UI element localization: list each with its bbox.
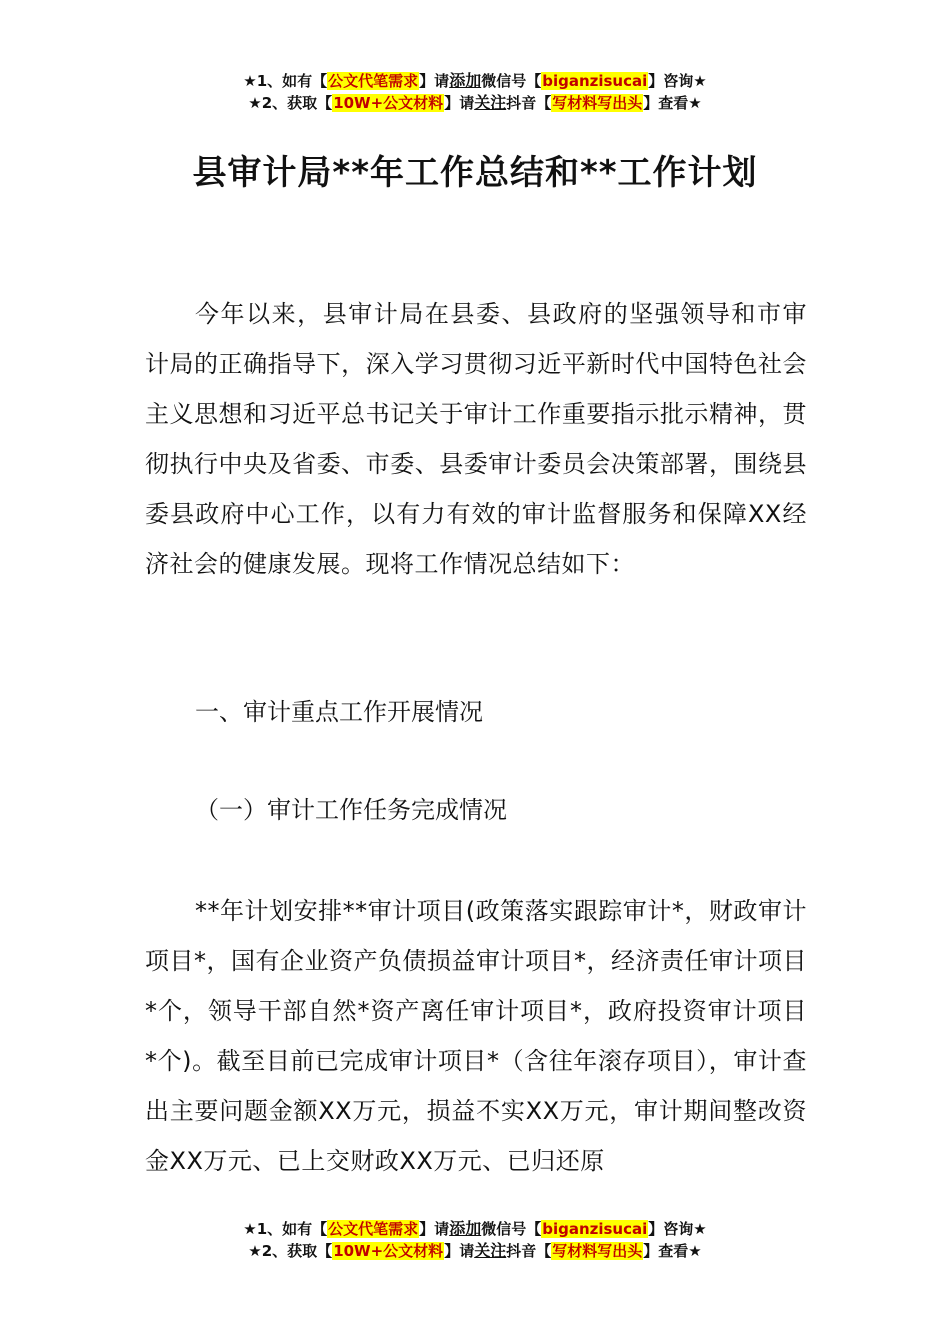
banner-text: 】请 bbox=[419, 1220, 450, 1238]
banner-text: ★2、获取【 bbox=[248, 94, 333, 112]
banner-text: ★2、获取【 bbox=[248, 1242, 333, 1260]
subsection-heading: （一）审计工作任务完成情况 bbox=[195, 796, 507, 824]
banner-line-2 bbox=[0, 92, 950, 114]
banner-text: 微信号【 bbox=[481, 72, 542, 90]
banner-emphasis: 添加 bbox=[449, 71, 482, 90]
task-paragraph-block bbox=[145, 886, 807, 1186]
banner-text: 抖音【 bbox=[506, 1242, 552, 1260]
intro-paragraph-block bbox=[145, 289, 807, 589]
bottom-banner bbox=[0, 1218, 950, 1262]
banner-text: 】请 bbox=[419, 72, 450, 90]
banner-text: ★1、如有【 bbox=[243, 1220, 328, 1238]
banner-text: 】查看★ bbox=[643, 94, 702, 112]
banner-line-2 bbox=[0, 1240, 950, 1262]
banner-highlight: 10W+公文材料 bbox=[333, 1242, 444, 1260]
banner-wechat-id: biganzisucai bbox=[542, 1220, 648, 1238]
banner-emphasis: 关注 bbox=[474, 93, 507, 112]
task-paragraph: **年计划安排**审计项目(政策落实跟踪审计*，财政审计项目*，国有企业资产负债损益审计项目*，经济责任审计项目*个，领导干部自然*资产离任审计项目*，政府投资审计项目*个)。截至目前已完成审计项目*（含往年滚存项目），审计查出主要问题金额XX万元，损益不实XX万元，审计期间整改资金XX万元、已上交财政XX万元、已归还原 bbox=[145, 897, 807, 1175]
banner-highlight: 公文代笔需求 bbox=[328, 72, 419, 90]
banner-text: 】查看★ bbox=[643, 1242, 702, 1260]
banner-line-1 bbox=[0, 1218, 950, 1240]
banner-line-1 bbox=[0, 70, 950, 92]
banner-text: 】请 bbox=[444, 94, 475, 112]
banner-text: 抖音【 bbox=[506, 94, 552, 112]
banner-text: 】咨询★ bbox=[648, 72, 707, 90]
banner-text: 】咨询★ bbox=[648, 1220, 707, 1238]
banner-text: 】请 bbox=[444, 1242, 475, 1260]
banner-douyin-id: 写材料写出头 bbox=[552, 94, 643, 112]
banner-emphasis: 关注 bbox=[474, 1241, 507, 1260]
top-banner bbox=[0, 70, 950, 114]
section-heading: 一、审计重点工作开展情况 bbox=[195, 698, 483, 726]
banner-highlight: 10W+公文材料 bbox=[333, 94, 444, 112]
banner-wechat-id: biganzisucai bbox=[542, 72, 648, 90]
banner-douyin-id: 写材料写出头 bbox=[552, 1242, 643, 1260]
banner-emphasis: 添加 bbox=[449, 1219, 482, 1238]
banner-highlight: 公文代笔需求 bbox=[328, 1220, 419, 1238]
document-title: 县审计局**年工作总结和**工作计划 bbox=[192, 153, 758, 193]
intro-paragraph: 今年以来，县审计局在县委、县政府的坚强领导和市审计局的正确指导下，深入学习贯彻习近平新时代中国特色社会主义思想和习近平总书记关于审计工作重要指示批示精神，贯彻执行中央及省委、市委、县委审计委员会决策部署，围绕县委县政府中心工作，以有力有效的审计监督服务和保障XX经济社会的健康发展。现将工作情况总结如下： bbox=[145, 300, 807, 578]
banner-text: ★1、如有【 bbox=[243, 72, 328, 90]
banner-text: 微信号【 bbox=[481, 1220, 542, 1238]
